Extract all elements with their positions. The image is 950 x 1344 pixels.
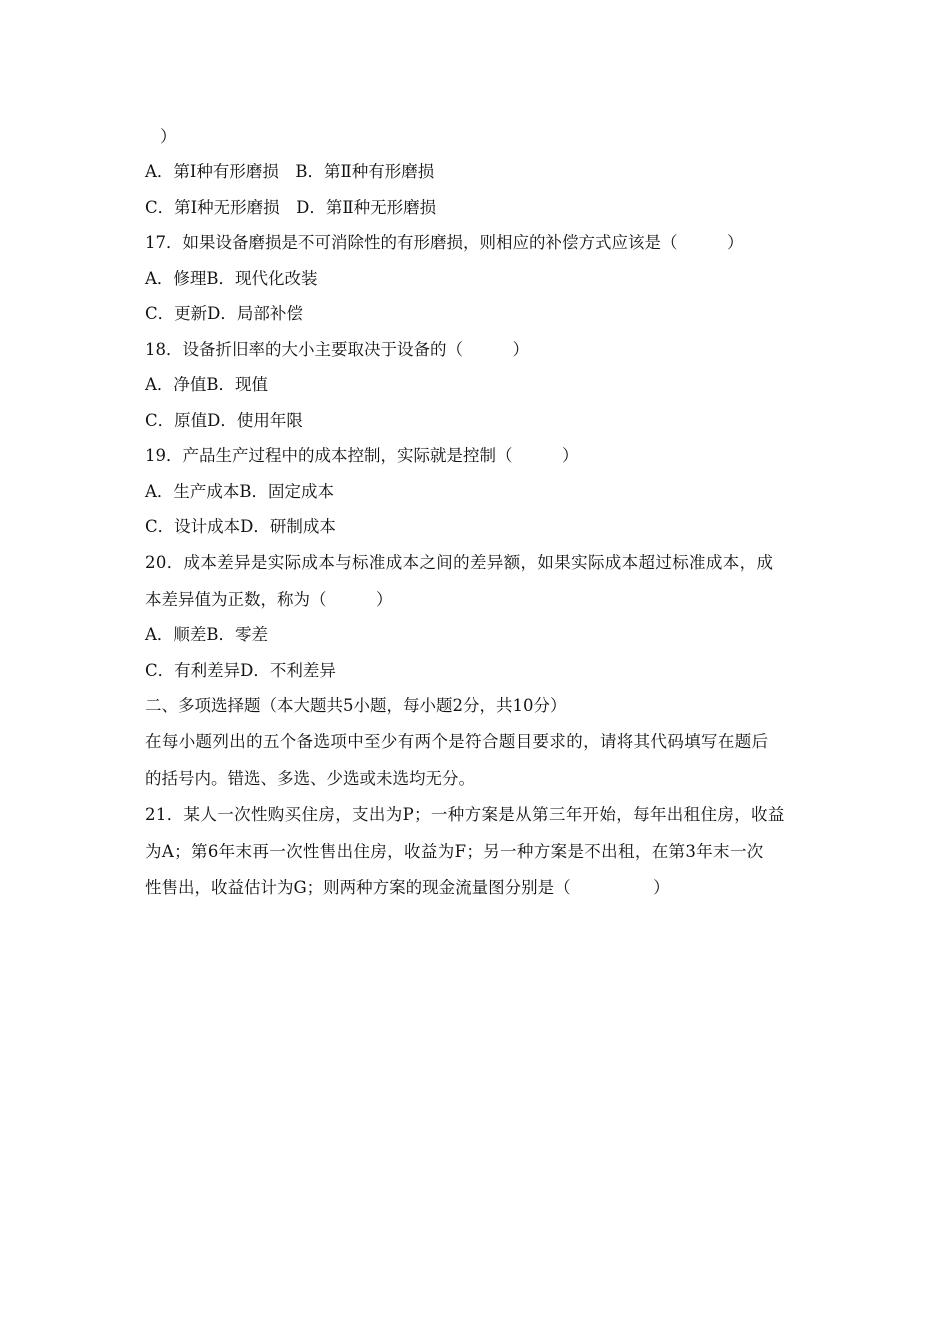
section-heading-multiple-choice: 二、多项选择题（本大题共5小题，每小题2分，共10分）	[145, 696, 567, 715]
q20-question-line1: 20．成本差异是实际成本与标准成本之间的差异额，如果实际成本超过标准成本，成	[145, 553, 774, 572]
q20-options-ab: A．顺差B．零差	[145, 625, 269, 644]
q17-options-cd: C．更新D．局部补偿	[145, 304, 303, 323]
q20-question-line2: 本差异值为正数，称为（ ）	[145, 590, 393, 609]
q21-question-line1: 21．某人一次性购买住房，支出为P；一种方案是从第三年开始，每年出租住房，收益	[145, 805, 785, 824]
q19-question: 19．产品生产过程中的成本控制，实际就是控制（ ）	[145, 446, 579, 465]
q16-options-cd: C．第Ⅰ种无形磨损 D．第Ⅱ种无形磨损	[145, 198, 437, 217]
section-instructions-line2: 的括号内。错选、多选、少选或未选均无分。	[145, 769, 475, 788]
q21-question-line2: 为A；第6年末再一次性售出住房，收益为F；另一种方案是不出租，在第3年末一次	[145, 842, 764, 861]
q18-options-ab: A．净值B．现值	[145, 375, 269, 394]
q17-question: 17．如果设备磨损是不可消除性的有形磨损，则相应的补偿方式应该是（ ）	[145, 233, 744, 252]
q19-options-ab: A．生产成本B．固定成本	[145, 482, 335, 501]
q19-options-cd: C．设计成本D．研制成本	[145, 517, 336, 536]
q18-options-cd: C．原值D．使用年限	[145, 411, 303, 430]
q18-question: 18．设备折旧率的大小主要取决于设备的（ ）	[145, 340, 529, 359]
q16-options-ab: A．第Ⅰ种有形磨损 B．第Ⅱ种有形磨损	[145, 162, 435, 181]
section-instructions-line1: 在每小题列出的五个备选项中至少有两个是符合题目要求的，请将其代码填写在题后	[145, 732, 769, 751]
q17-options-ab: A．修理B．现代化改装	[145, 269, 318, 288]
q21-question-line3: 性售出，收益估计为G；则两种方案的现金流量图分别是（ ）	[145, 878, 670, 897]
closing-parenthesis: ）	[160, 127, 177, 146]
q20-options-cd: C．有利差异D．不利差异	[145, 661, 336, 680]
